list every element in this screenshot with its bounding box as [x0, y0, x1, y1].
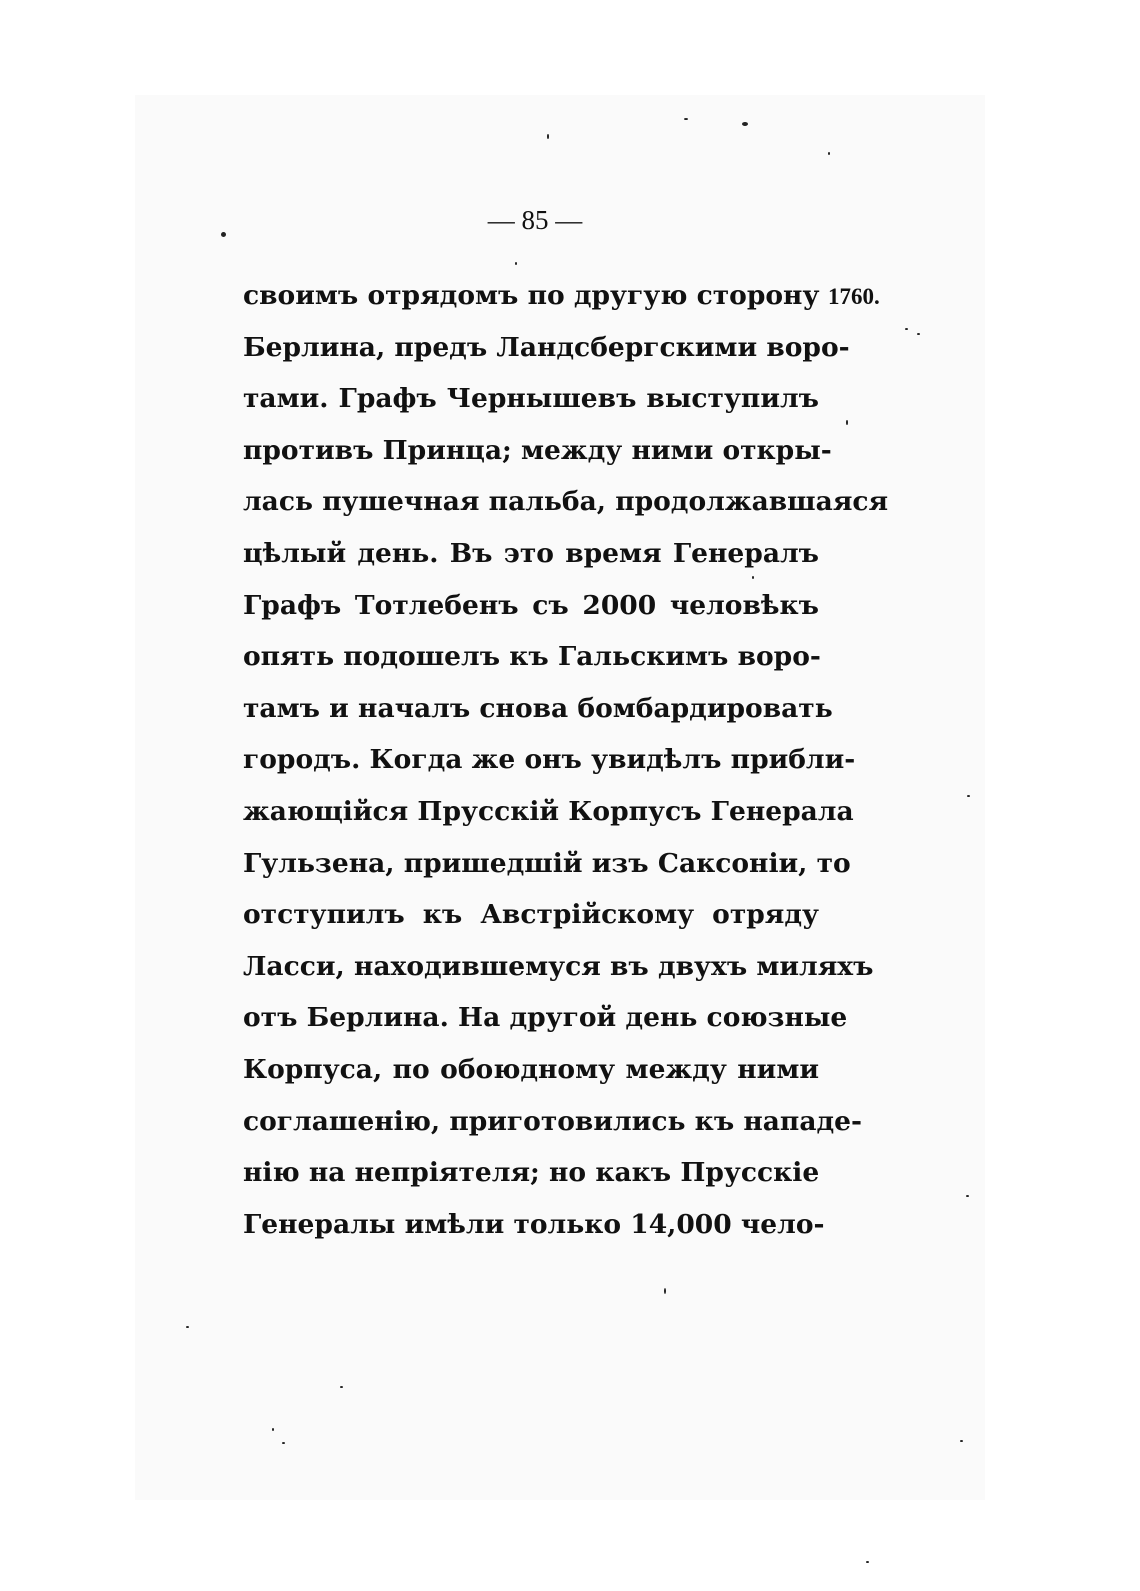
page-number: — 85 — — [487, 205, 583, 235]
text-line: Графъ Тотлебенъ съ 2000 человѣкъ — [243, 589, 819, 621]
text-line: Гульзена, пришедшій изъ Саксоніи, то — [243, 847, 851, 879]
margin-year-note: 1760. — [828, 284, 880, 309]
scan-speck — [186, 1326, 189, 1328]
scan-speck — [752, 576, 754, 579]
scan-speck — [221, 232, 226, 237]
text-line: Генералы имѣли только 14,000 чело- — [243, 1208, 825, 1240]
scan-speck — [684, 118, 688, 120]
scan-speck — [282, 1442, 285, 1444]
scan-speck — [905, 328, 908, 330]
scan-speck — [966, 1195, 969, 1197]
text-line: тамъ и началъ снова бомбардировать — [243, 692, 833, 724]
text-line: отъ Берлина. На другой день союзные — [243, 1002, 848, 1034]
text-line: противъ Принца; между ними откры- — [243, 434, 832, 466]
text-line: отступилъ къ Австрійскому отряду — [243, 899, 819, 931]
scan-speck — [866, 1561, 869, 1563]
text-line: лась пушечная пальба, продолжавшаяся — [243, 486, 889, 518]
scan-speck — [547, 134, 549, 139]
scan-speck — [960, 1440, 963, 1442]
text-line: жающійся Прусскій Корпусъ Генерала — [243, 795, 854, 827]
text-line: Ласси, находившемуся въ двухъ миляхъ — [243, 950, 874, 982]
text-line: цѣлый день. Въ это время Генералъ — [243, 537, 819, 569]
text-line: Берлина, предъ Ландсбергскими воро- — [243, 331, 850, 363]
scan-speck — [828, 152, 830, 155]
text-line: соглашенію, приготовились къ нападе- — [243, 1105, 863, 1137]
scan-speck — [917, 333, 920, 335]
scan-speck — [515, 262, 517, 265]
scan-speck — [742, 122, 748, 126]
scan-speck — [967, 795, 970, 797]
text-line: своимъ отрядомъ по другую сторону — [243, 280, 820, 311]
scan-speck — [846, 420, 848, 425]
text-line: опять подошелъ къ Гальскимъ воро- — [243, 641, 821, 673]
scan-speck — [340, 1386, 343, 1388]
scan-speck — [272, 1428, 274, 1431]
scan-speck — [664, 1288, 666, 1294]
text-line: городъ. Когда же онъ увидѣлъ прибли- — [243, 744, 856, 776]
text-line: нію на непріятеля; но какъ Прусскіе — [243, 1157, 820, 1189]
text-line: Корпуса, по обоюдному между ними — [243, 1053, 819, 1085]
text-line: тами. Графъ Чернышевъ выступилъ — [243, 383, 819, 415]
